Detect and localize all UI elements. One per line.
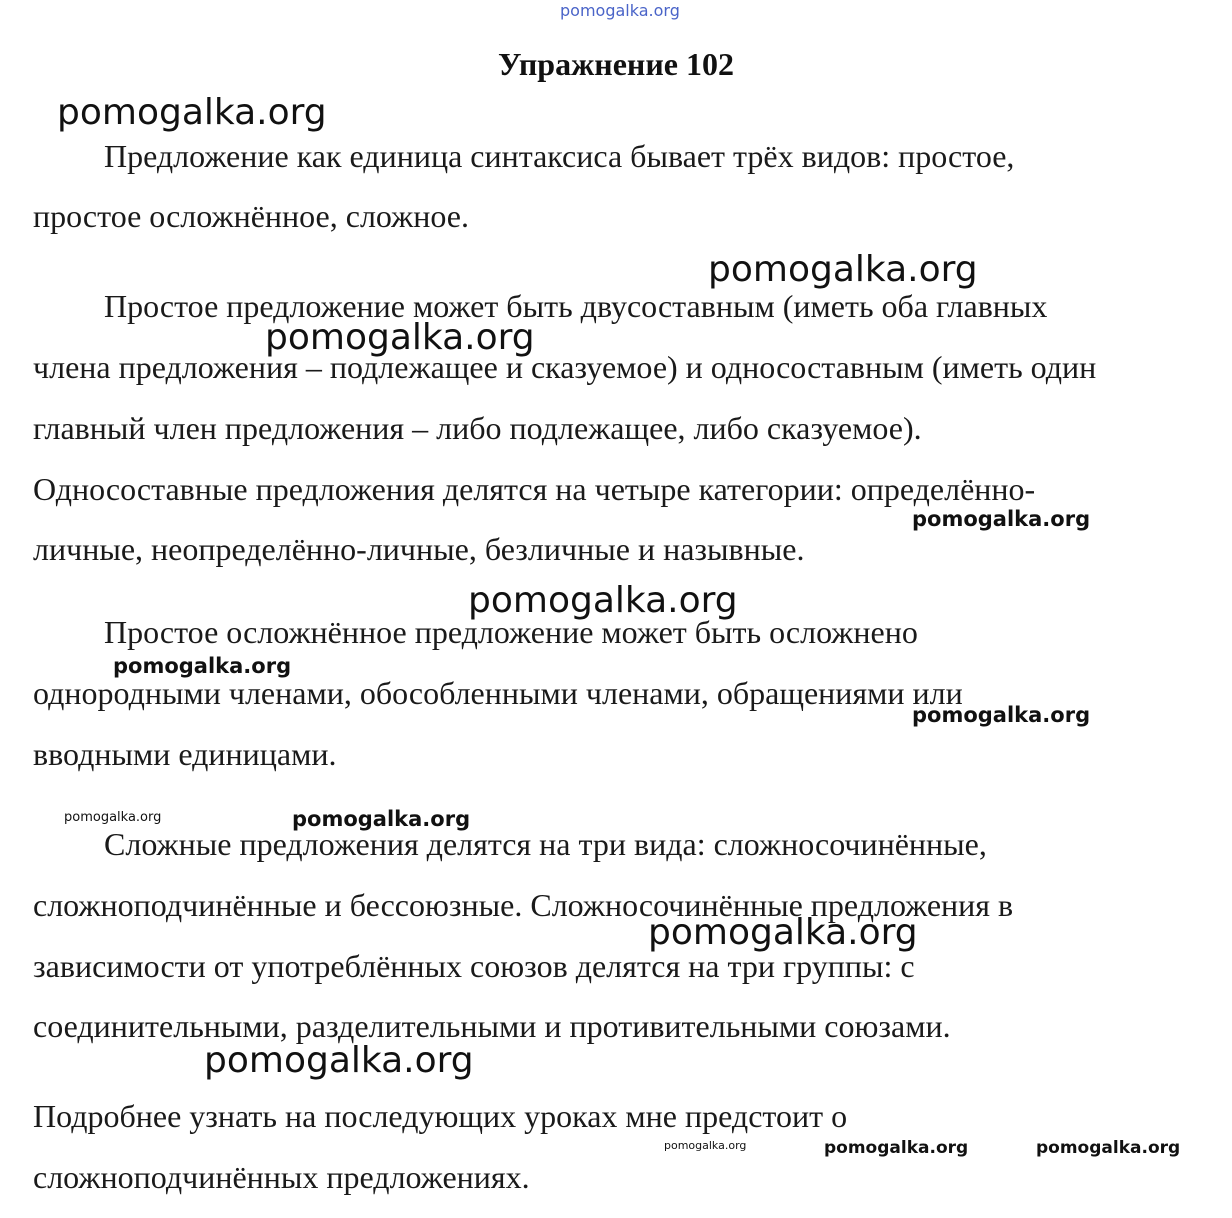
watermark-5: pomogalka.org [468,580,738,621]
watermark-3: pomogalka.org [265,317,535,358]
watermark-14: pomogalka.org [1036,1138,1181,1158]
paragraph-4-line-3: зависимости от употреблённых союзов делятся на три группы: с [33,948,915,984]
paragraph-1-line-1: Предложение как единица синтаксиса бывает трёх видов: простое, [104,138,1015,174]
watermark-9: pomogalka.org [292,807,471,831]
paragraph-5-line-1: Подробнее узнать на последующих уроках мне предстоит о [33,1098,848,1134]
paragraph-2-line-2: члена предложения – подлежащее и сказуемое) и односоставным (иметь один [33,349,1097,385]
watermark-2: pomogalka.org [708,249,978,290]
watermark-4: pomogalka.org [912,507,1091,531]
watermark-11: pomogalka.org [204,1040,474,1081]
paragraph-5-line-2: сложноподчинённых предложениях. [33,1159,530,1195]
paragraph-4-line-2: сложноподчинённые и бессоюзные. Сложносочинённые предложения в [33,887,1014,923]
paragraph-4-line-4: соединительными, разделительными и противительными союзами. [33,1008,951,1044]
paragraph-3-line-3: вводными единицами. [33,736,337,772]
paragraph-3-line-1: Простое осложнённое предложение может быть осложнено [104,614,918,650]
paragraph-2-line-5: личные, неопределённо-личные, безличные и назывные. [33,531,805,567]
watermark-10: pomogalka.org [648,912,918,953]
paragraph-3-line-2: однородными членами, обособленными членами, обращениями или [33,675,963,711]
watermark-6: pomogalka.org [113,654,292,678]
watermark-7: pomogalka.org [912,703,1091,727]
watermark-top: pomogalka.org [560,1,680,20]
paragraph-4-line-1: Сложные предложения делятся на три вида: сложносочинённые, [104,826,987,862]
watermark-13: pomogalka.org [824,1138,969,1158]
paragraph-2-line-1: Простое предложение может быть двусоставным (иметь оба главных [104,288,1048,324]
watermark-8: pomogalka.org [64,810,162,825]
watermark-12: pomogalka.org [664,1139,747,1152]
watermark-1: pomogalka.org [57,92,327,133]
page-title: Упражнение 102 [497,46,734,82]
paragraph-2-line-3: главный член предложения – либо подлежащее, либо сказуемое). [33,410,922,446]
paragraph-2-line-4: Односоставные предложения делятся на четыре категории: определённо- [33,471,1036,507]
paragraph-1-line-2: простое осложнённое, сложное. [33,198,469,234]
